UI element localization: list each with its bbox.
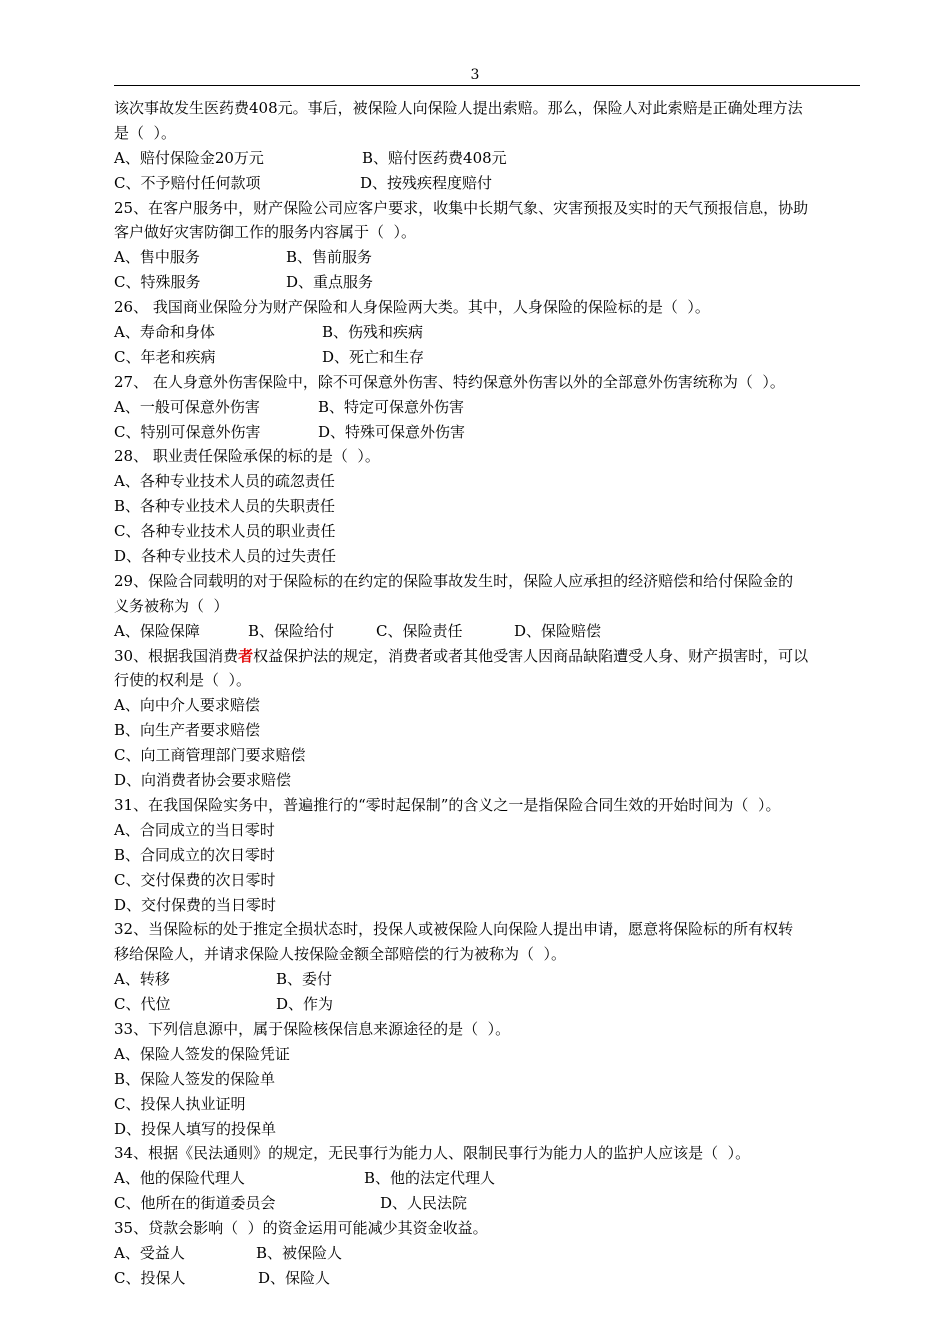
answer-option: C、他所在的街道委员会 bbox=[114, 1194, 276, 1213]
text-line bbox=[114, 967, 864, 992]
text-fragment: 30、根据我国消费 bbox=[114, 646, 239, 665]
answer-option: A、他的保险代理人 bbox=[114, 1169, 245, 1188]
answer-option: C、投保人 bbox=[114, 1268, 186, 1287]
text-line: 27、 在人身意外伤害保险中，除不可保意外伤害、特约保意外伤害以外的全部意外伤害统称为（ ）。 bbox=[114, 372, 785, 391]
text-line: 35、贷款会影响（ ）的资金运用可能减少其资金收益。 bbox=[114, 1219, 488, 1238]
text-line: 28、 职业责任保险承保的标的是（ ）。 bbox=[114, 447, 380, 466]
text-line bbox=[114, 1266, 864, 1291]
text-line: C、各种专业技术人员的职业责任 bbox=[114, 522, 336, 541]
text-line bbox=[114, 146, 864, 171]
text-line: D、投保人填写的投保单 bbox=[114, 1119, 277, 1138]
text-line: 29、保险合同载明的对于保险标的在约定的保险事故发生时，保险人应承担的经济赔偿和给付保险金的 bbox=[114, 571, 794, 590]
answer-option: A、保险保障 bbox=[114, 621, 200, 640]
text-line bbox=[114, 644, 864, 669]
answer-option: D、死亡和生存 bbox=[322, 347, 425, 366]
text-line bbox=[114, 1241, 864, 1266]
text-line: 该次事故发生医药费408元。事后，被保险人向保险人提出索赔。那么，保险人对此索赔是正确处理方法 bbox=[114, 99, 803, 117]
text-line: C、交付保费的次日零时 bbox=[114, 870, 276, 889]
text-line: A、向中介人要求赔偿 bbox=[114, 696, 260, 715]
answer-option: B、伤残和疾病 bbox=[322, 323, 424, 342]
answer-option: C、特别可保意外伤害 bbox=[114, 422, 261, 441]
text-line bbox=[114, 395, 864, 420]
text-line: A、保险人签发的保险凭证 bbox=[114, 1044, 290, 1063]
answer-option: B、赔付医药费408元 bbox=[362, 148, 507, 167]
header-rule bbox=[114, 85, 860, 86]
text-line bbox=[114, 619, 864, 644]
text-line: B、合同成立的次日零时 bbox=[114, 845, 276, 864]
answer-option: A、转移 bbox=[114, 970, 170, 989]
text-line: B、各种专业技术人员的失职责任 bbox=[114, 497, 336, 516]
text-line: 34、根据《民法通则》的规定，无民事行为能力人、限制民事行为能力人的监护人应该是（ ）。 bbox=[114, 1144, 751, 1163]
text-line: 25、在客户服务中，财产保险公司应客户要求，收集中长期气象、灾害预报及实时的天气预报信息，协助 bbox=[114, 198, 809, 217]
text-line: D、向消费者协会要求赔偿 bbox=[114, 771, 292, 790]
answer-option: B、他的法定代理人 bbox=[364, 1169, 496, 1188]
text-line: 31、在我国保险实务中，普遍推行的“零时起保制”的含义之一是指保险合同生效的开始时间为（ ）。 bbox=[114, 795, 781, 814]
text-line bbox=[114, 420, 864, 445]
text-line: D、各种专业技术人员的过失责任 bbox=[114, 547, 337, 566]
text-line bbox=[114, 1191, 864, 1216]
text-line: 是（ ）。 bbox=[114, 123, 177, 142]
answer-option: D、特殊可保意外伤害 bbox=[318, 422, 466, 441]
text-line: 32、当保险标的处于推定全损状态时，投保人或被保险人向保险人提出申请，愿意将保险标的所有权转 bbox=[114, 920, 794, 939]
answer-option: B、委付 bbox=[276, 970, 333, 989]
text-line bbox=[114, 320, 864, 345]
answer-option: C、特殊服务 bbox=[114, 273, 201, 292]
text-line: B、向生产者要求赔偿 bbox=[114, 721, 261, 740]
answer-option: D、重点服务 bbox=[286, 273, 374, 292]
answer-option: C、不予赔付任何款项 bbox=[114, 173, 261, 192]
page-number: 3 bbox=[470, 67, 480, 83]
text-line: 客户做好灾害防御工作的服务内容属于（ ）。 bbox=[114, 223, 417, 242]
answer-option: D、按残疾程度赔付 bbox=[360, 173, 493, 192]
text-line: 33、下列信息源中，属于保险核保信息来源途径的是（ ）。 bbox=[114, 1019, 511, 1038]
text-line: 义务被称为（ ） bbox=[114, 596, 229, 615]
answer-option: A、售中服务 bbox=[114, 248, 200, 267]
answer-option: A、寿命和身体 bbox=[114, 323, 215, 342]
answer-option: A、赔付保险金20万元 bbox=[114, 148, 264, 167]
answer-option: C、保险责任 bbox=[376, 621, 463, 640]
text-line: 移给保险人，并请求保险人按保险金额全部赔偿的行为被称为（ ）。 bbox=[114, 945, 567, 964]
text-line bbox=[114, 171, 864, 196]
text-fragment: 权益保护法的规定，消费者或者其他受害人因商品缺陷遭受人身、财产损害时，可以 bbox=[253, 646, 809, 665]
answer-option: C、年老和疾病 bbox=[114, 347, 216, 366]
text-line: A、合同成立的当日零时 bbox=[114, 820, 275, 839]
answer-option: A、一般可保意外伤害 bbox=[114, 397, 260, 416]
document-body bbox=[114, 96, 864, 1291]
text-line bbox=[114, 345, 864, 370]
answer-option: B、特定可保意外伤害 bbox=[318, 397, 465, 416]
text-line: D、交付保费的当日零时 bbox=[114, 895, 277, 914]
answer-option: D、作为 bbox=[276, 995, 334, 1014]
answer-option: C、代位 bbox=[114, 995, 171, 1014]
highlighted-char: 者 bbox=[238, 646, 254, 665]
answer-option: D、人民法院 bbox=[380, 1194, 468, 1213]
text-line bbox=[114, 992, 864, 1017]
text-line: 26、 我国商业保险分为财产保险和人身保险两大类。其中，人身保险的保险标的是（ ）。 bbox=[114, 298, 710, 317]
answer-option: B、被保险人 bbox=[256, 1243, 343, 1262]
text-line bbox=[114, 1166, 864, 1191]
answer-option: D、保险赔偿 bbox=[514, 621, 602, 640]
answer-option: D、保险人 bbox=[258, 1268, 331, 1287]
text-line: C、向工商管理部门要求赔偿 bbox=[114, 746, 306, 765]
text-line: B、保险人签发的保险单 bbox=[114, 1069, 276, 1088]
text-line: A、各种专业技术人员的疏忽责任 bbox=[114, 472, 335, 491]
text-line bbox=[114, 270, 864, 295]
text-line bbox=[114, 245, 864, 270]
text-line: 行使的权利是（ ）。 bbox=[114, 671, 252, 690]
answer-option: A、受益人 bbox=[114, 1243, 185, 1262]
answer-option: B、保险给付 bbox=[248, 621, 335, 640]
text-line: C、投保人执业证明 bbox=[114, 1094, 246, 1113]
answer-option: B、售前服务 bbox=[286, 248, 373, 267]
